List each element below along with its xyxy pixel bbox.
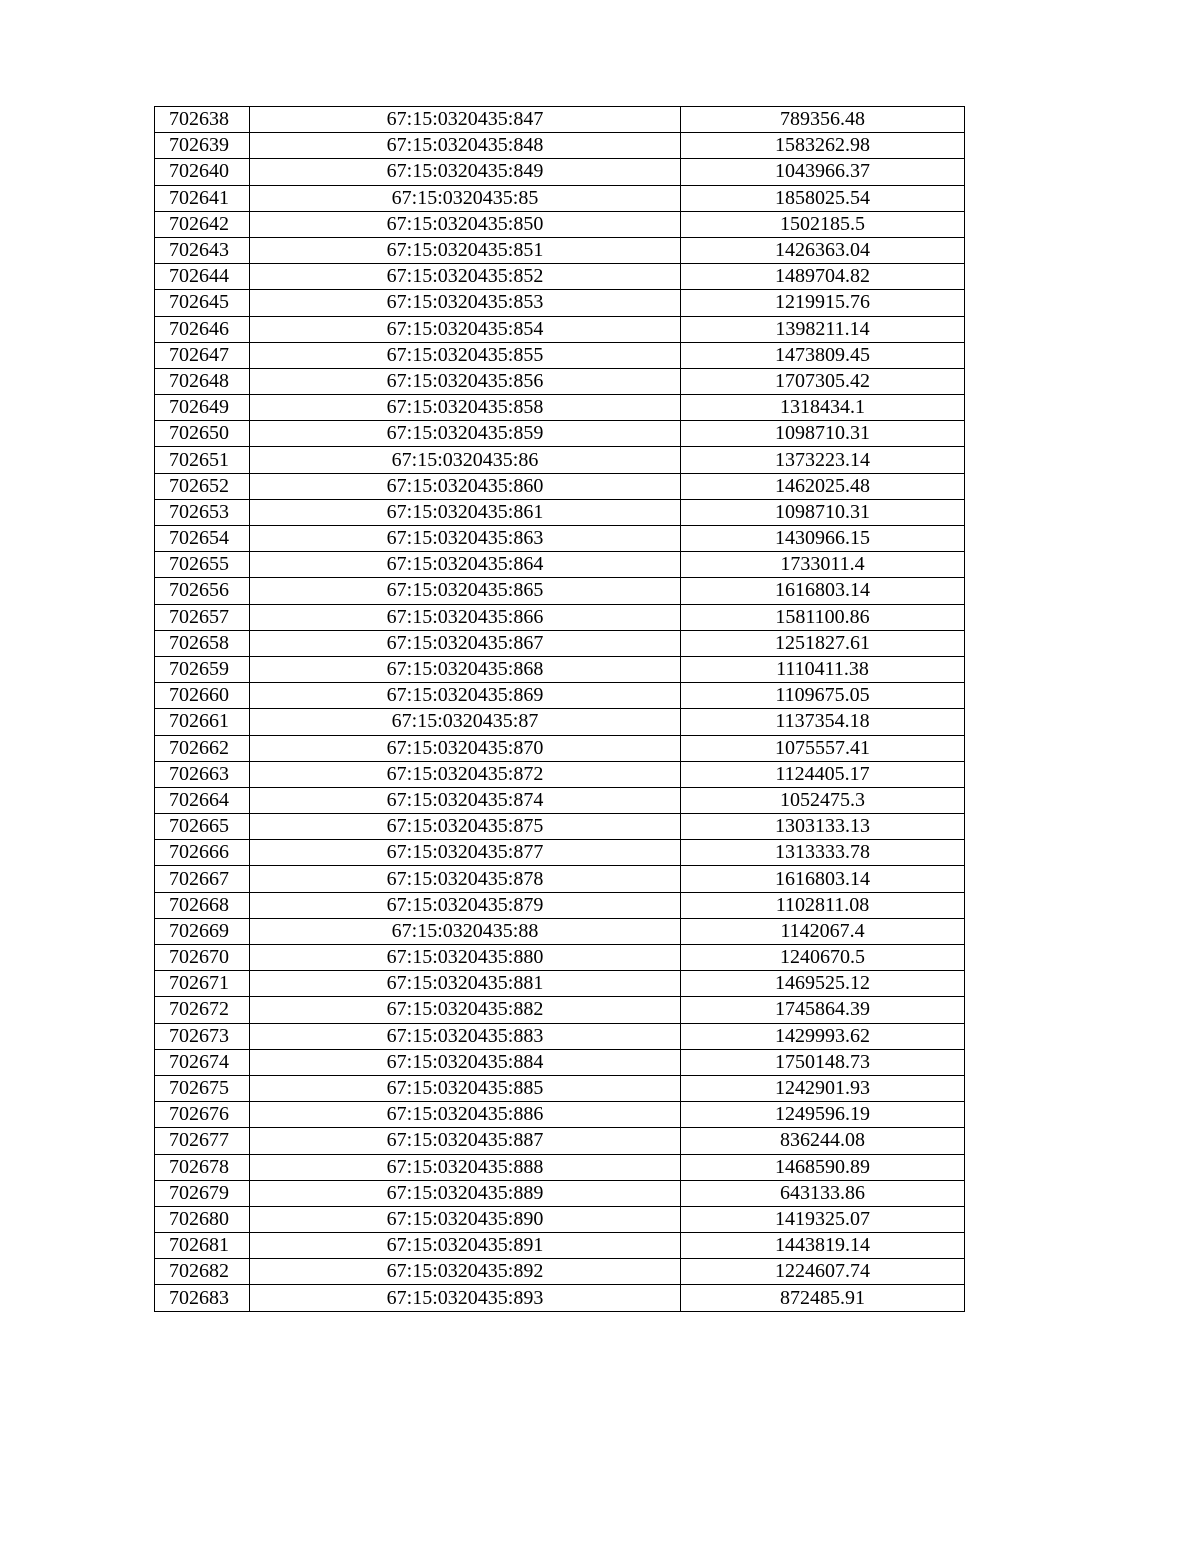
table-row bbox=[155, 814, 965, 840]
value-cell: 1430966.15 bbox=[681, 526, 965, 552]
cadastral-number-cell: 67:15:0320435:888 bbox=[250, 1154, 681, 1180]
table-row bbox=[155, 1023, 965, 1049]
value-cell: 1429993.62 bbox=[681, 1023, 965, 1049]
row-id-cell: 702663 bbox=[155, 761, 250, 787]
table-row bbox=[155, 630, 965, 656]
row-id-cell: 702641 bbox=[155, 185, 250, 211]
row-id-cell: 702650 bbox=[155, 421, 250, 447]
cadastral-number-cell: 67:15:0320435:889 bbox=[250, 1180, 681, 1206]
row-id-cell: 702673 bbox=[155, 1023, 250, 1049]
value-cell: 1313333.78 bbox=[681, 840, 965, 866]
table-row bbox=[155, 526, 965, 552]
cadastral-number-cell: 67:15:0320435:86 bbox=[250, 447, 681, 473]
table-body bbox=[155, 107, 965, 1312]
row-id-cell: 702642 bbox=[155, 211, 250, 237]
cadastral-number-cell: 67:15:0320435:883 bbox=[250, 1023, 681, 1049]
table-row bbox=[155, 264, 965, 290]
table-row bbox=[155, 604, 965, 630]
cadastral-number-cell: 67:15:0320435:866 bbox=[250, 604, 681, 630]
value-cell: 1219915.76 bbox=[681, 290, 965, 316]
table-row bbox=[155, 1128, 965, 1154]
cadastral-number-cell: 67:15:0320435:869 bbox=[250, 683, 681, 709]
table-row bbox=[155, 159, 965, 185]
table-row bbox=[155, 787, 965, 813]
table-row bbox=[155, 447, 965, 473]
row-id-cell: 702676 bbox=[155, 1102, 250, 1128]
table-row bbox=[155, 395, 965, 421]
table-row bbox=[155, 368, 965, 394]
row-id-cell: 702671 bbox=[155, 971, 250, 997]
row-id-cell: 702648 bbox=[155, 368, 250, 394]
row-id-cell: 702666 bbox=[155, 840, 250, 866]
value-cell: 1251827.61 bbox=[681, 630, 965, 656]
cadastral-number-cell: 67:15:0320435:851 bbox=[250, 237, 681, 263]
value-cell: 1502185.5 bbox=[681, 211, 965, 237]
cadastral-number-cell: 67:15:0320435:867 bbox=[250, 630, 681, 656]
row-id-cell: 702665 bbox=[155, 814, 250, 840]
value-cell: 1489704.82 bbox=[681, 264, 965, 290]
row-id-cell: 702668 bbox=[155, 892, 250, 918]
value-cell: 1109675.05 bbox=[681, 683, 965, 709]
row-id-cell: 702646 bbox=[155, 316, 250, 342]
data-table bbox=[154, 106, 965, 1312]
cadastral-number-cell: 67:15:0320435:863 bbox=[250, 526, 681, 552]
table-row bbox=[155, 1102, 965, 1128]
table-row bbox=[155, 892, 965, 918]
value-cell: 1052475.3 bbox=[681, 787, 965, 813]
table-row bbox=[155, 1049, 965, 1075]
table-row bbox=[155, 709, 965, 735]
table-row bbox=[155, 133, 965, 159]
cadastral-number-cell: 67:15:0320435:890 bbox=[250, 1206, 681, 1232]
table-row bbox=[155, 683, 965, 709]
cadastral-number-cell: 67:15:0320435:881 bbox=[250, 971, 681, 997]
value-cell: 1110411.38 bbox=[681, 656, 965, 682]
cadastral-number-cell: 67:15:0320435:868 bbox=[250, 656, 681, 682]
cadastral-number-cell: 67:15:0320435:887 bbox=[250, 1128, 681, 1154]
cadastral-number-cell: 67:15:0320435:858 bbox=[250, 395, 681, 421]
table-row bbox=[155, 945, 965, 971]
table-row bbox=[155, 656, 965, 682]
table-row bbox=[155, 421, 965, 447]
row-id-cell: 702661 bbox=[155, 709, 250, 735]
table-row bbox=[155, 107, 965, 133]
cadastral-number-cell: 67:15:0320435:847 bbox=[250, 107, 681, 133]
table-row bbox=[155, 1154, 965, 1180]
value-cell: 1373223.14 bbox=[681, 447, 965, 473]
row-id-cell: 702644 bbox=[155, 264, 250, 290]
cadastral-number-cell: 67:15:0320435:893 bbox=[250, 1285, 681, 1311]
row-id-cell: 702670 bbox=[155, 945, 250, 971]
row-id-cell: 702662 bbox=[155, 735, 250, 761]
cadastral-number-cell: 67:15:0320435:855 bbox=[250, 342, 681, 368]
table-row bbox=[155, 185, 965, 211]
cadastral-number-cell: 67:15:0320435:852 bbox=[250, 264, 681, 290]
value-cell: 1242901.93 bbox=[681, 1075, 965, 1101]
row-id-cell: 702677 bbox=[155, 1128, 250, 1154]
table-row bbox=[155, 1259, 965, 1285]
value-cell: 1098710.31 bbox=[681, 421, 965, 447]
value-cell: 1426363.04 bbox=[681, 237, 965, 263]
row-id-cell: 702655 bbox=[155, 552, 250, 578]
row-id-cell: 702682 bbox=[155, 1259, 250, 1285]
table-row bbox=[155, 578, 965, 604]
table-row bbox=[155, 840, 965, 866]
value-cell: 1462025.48 bbox=[681, 473, 965, 499]
row-id-cell: 702672 bbox=[155, 997, 250, 1023]
row-id-cell: 702643 bbox=[155, 237, 250, 263]
row-id-cell: 702639 bbox=[155, 133, 250, 159]
table-row bbox=[155, 211, 965, 237]
value-cell: 1443819.14 bbox=[681, 1233, 965, 1259]
value-cell: 1581100.86 bbox=[681, 604, 965, 630]
row-id-cell: 702658 bbox=[155, 630, 250, 656]
cadastral-number-cell: 67:15:0320435:861 bbox=[250, 499, 681, 525]
value-cell: 1473809.45 bbox=[681, 342, 965, 368]
cadastral-number-cell: 67:15:0320435:849 bbox=[250, 159, 681, 185]
row-id-cell: 702640 bbox=[155, 159, 250, 185]
table-row bbox=[155, 237, 965, 263]
table-row bbox=[155, 473, 965, 499]
table-row bbox=[155, 316, 965, 342]
row-id-cell: 702679 bbox=[155, 1180, 250, 1206]
value-cell: 1419325.07 bbox=[681, 1206, 965, 1232]
value-cell: 1240670.5 bbox=[681, 945, 965, 971]
cadastral-number-cell: 67:15:0320435:865 bbox=[250, 578, 681, 604]
cadastral-number-cell: 67:15:0320435:872 bbox=[250, 761, 681, 787]
row-id-cell: 702653 bbox=[155, 499, 250, 525]
cadastral-number-cell: 67:15:0320435:87 bbox=[250, 709, 681, 735]
value-cell: 1733011.4 bbox=[681, 552, 965, 578]
value-cell: 836244.08 bbox=[681, 1128, 965, 1154]
cadastral-number-cell: 67:15:0320435:850 bbox=[250, 211, 681, 237]
cadastral-number-cell: 67:15:0320435:848 bbox=[250, 133, 681, 159]
row-id-cell: 702680 bbox=[155, 1206, 250, 1232]
value-cell: 1398211.14 bbox=[681, 316, 965, 342]
row-id-cell: 702659 bbox=[155, 656, 250, 682]
cadastral-number-cell: 67:15:0320435:864 bbox=[250, 552, 681, 578]
value-cell: 1124405.17 bbox=[681, 761, 965, 787]
cadastral-number-cell: 67:15:0320435:854 bbox=[250, 316, 681, 342]
value-cell: 1075557.41 bbox=[681, 735, 965, 761]
cadastral-number-cell: 67:15:0320435:853 bbox=[250, 290, 681, 316]
cadastral-number-cell: 67:15:0320435:880 bbox=[250, 945, 681, 971]
value-cell: 1303133.13 bbox=[681, 814, 965, 840]
cadastral-number-cell: 67:15:0320435:875 bbox=[250, 814, 681, 840]
value-cell: 1137354.18 bbox=[681, 709, 965, 735]
cadastral-number-cell: 67:15:0320435:870 bbox=[250, 735, 681, 761]
row-id-cell: 702669 bbox=[155, 918, 250, 944]
row-id-cell: 702683 bbox=[155, 1285, 250, 1311]
row-id-cell: 702645 bbox=[155, 290, 250, 316]
value-cell: 1707305.42 bbox=[681, 368, 965, 394]
cadastral-number-cell: 67:15:0320435:879 bbox=[250, 892, 681, 918]
row-id-cell: 702651 bbox=[155, 447, 250, 473]
cadastral-number-cell: 67:15:0320435:88 bbox=[250, 918, 681, 944]
cadastral-number-cell: 67:15:0320435:874 bbox=[250, 787, 681, 813]
row-id-cell: 702664 bbox=[155, 787, 250, 813]
table-row bbox=[155, 866, 965, 892]
value-cell: 1616803.14 bbox=[681, 578, 965, 604]
value-cell: 1469525.12 bbox=[681, 971, 965, 997]
row-id-cell: 702674 bbox=[155, 1049, 250, 1075]
value-cell: 1318434.1 bbox=[681, 395, 965, 421]
row-id-cell: 702649 bbox=[155, 395, 250, 421]
row-id-cell: 702656 bbox=[155, 578, 250, 604]
table-row bbox=[155, 918, 965, 944]
cadastral-number-cell: 67:15:0320435:878 bbox=[250, 866, 681, 892]
cadastral-number-cell: 67:15:0320435:886 bbox=[250, 1102, 681, 1128]
row-id-cell: 702657 bbox=[155, 604, 250, 630]
value-cell: 1745864.39 bbox=[681, 997, 965, 1023]
row-id-cell: 702647 bbox=[155, 342, 250, 368]
value-cell: 1249596.19 bbox=[681, 1102, 965, 1128]
row-id-cell: 702681 bbox=[155, 1233, 250, 1259]
row-id-cell: 702652 bbox=[155, 473, 250, 499]
value-cell: 1750148.73 bbox=[681, 1049, 965, 1075]
cadastral-number-cell: 67:15:0320435:85 bbox=[250, 185, 681, 211]
cadastral-number-cell: 67:15:0320435:891 bbox=[250, 1233, 681, 1259]
row-id-cell: 702654 bbox=[155, 526, 250, 552]
value-cell: 872485.91 bbox=[681, 1285, 965, 1311]
value-cell: 1858025.54 bbox=[681, 185, 965, 211]
cadastral-number-cell: 67:15:0320435:877 bbox=[250, 840, 681, 866]
cadastral-number-cell: 67:15:0320435:860 bbox=[250, 473, 681, 499]
table-row bbox=[155, 1180, 965, 1206]
value-cell: 1616803.14 bbox=[681, 866, 965, 892]
value-cell: 1468590.89 bbox=[681, 1154, 965, 1180]
table-row bbox=[155, 342, 965, 368]
table-row bbox=[155, 1075, 965, 1101]
cadastral-number-cell: 67:15:0320435:892 bbox=[250, 1259, 681, 1285]
value-cell: 1098710.31 bbox=[681, 499, 965, 525]
cadastral-number-cell: 67:15:0320435:884 bbox=[250, 1049, 681, 1075]
row-id-cell: 702678 bbox=[155, 1154, 250, 1180]
table-row bbox=[155, 971, 965, 997]
table-row bbox=[155, 499, 965, 525]
table-row bbox=[155, 290, 965, 316]
value-cell: 1583262.98 bbox=[681, 133, 965, 159]
table-row bbox=[155, 997, 965, 1023]
value-cell: 789356.48 bbox=[681, 107, 965, 133]
table-row bbox=[155, 552, 965, 578]
value-cell: 1043966.37 bbox=[681, 159, 965, 185]
cadastral-number-cell: 67:15:0320435:882 bbox=[250, 997, 681, 1023]
value-cell: 1102811.08 bbox=[681, 892, 965, 918]
cadastral-number-cell: 67:15:0320435:885 bbox=[250, 1075, 681, 1101]
table-row bbox=[155, 735, 965, 761]
row-id-cell: 702638 bbox=[155, 107, 250, 133]
table-row bbox=[155, 761, 965, 787]
row-id-cell: 702667 bbox=[155, 866, 250, 892]
value-cell: 643133.86 bbox=[681, 1180, 965, 1206]
cadastral-number-cell: 67:15:0320435:859 bbox=[250, 421, 681, 447]
table-row bbox=[155, 1233, 965, 1259]
value-cell: 1224607.74 bbox=[681, 1259, 965, 1285]
cadastral-number-cell: 67:15:0320435:856 bbox=[250, 368, 681, 394]
row-id-cell: 702675 bbox=[155, 1075, 250, 1101]
value-cell: 1142067.4 bbox=[681, 918, 965, 944]
table-row bbox=[155, 1285, 965, 1311]
table-row bbox=[155, 1206, 965, 1232]
row-id-cell: 702660 bbox=[155, 683, 250, 709]
